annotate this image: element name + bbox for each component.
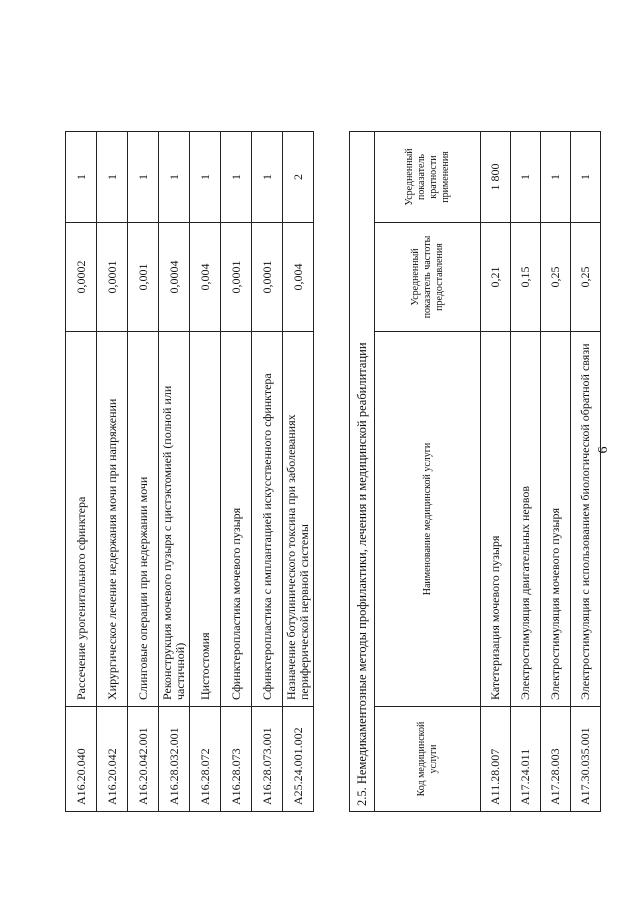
service-name: Электростимуляция мочевого пузыря	[541, 332, 571, 707]
service-name: Электростимуляция с использованием биологической обратной связи	[571, 332, 601, 707]
header-name: Наименование медицинской услуги	[375, 332, 481, 707]
service-code: A11.28.007	[481, 707, 511, 812]
frequency-value: 0,0001	[252, 223, 283, 332]
service-name: Сфинктеропластика мочевого пузыря	[221, 332, 252, 707]
frequency-value: 0,0004	[159, 223, 190, 332]
table-row	[283, 132, 314, 812]
services-table-section-2-5	[349, 131, 601, 812]
table-row	[128, 132, 159, 812]
section-caption-row	[350, 132, 375, 812]
table-row	[571, 132, 601, 812]
service-name: Рассечение урогенитального сфинктера	[66, 332, 97, 707]
multiplicity-value: 1	[159, 132, 190, 223]
service-code: A16.28.072	[190, 707, 221, 812]
service-name: Катетеризация мочевого пузыря	[481, 332, 511, 707]
multiplicity-value: 1	[252, 132, 283, 223]
table-row	[159, 132, 190, 812]
multiplicity-value: 2	[283, 132, 314, 223]
service-code: A16.28.073.001	[252, 707, 283, 812]
service-name: Хирургическое лечение недержания мочи при напряжении	[97, 332, 128, 707]
multiplicity-value: 1	[541, 132, 571, 223]
service-code: A17.30.035.001	[571, 707, 601, 812]
multiplicity-value: 1	[221, 132, 252, 223]
multiplicity-value: 1	[511, 132, 541, 223]
table-row	[511, 132, 541, 812]
multiplicity-value: 1	[97, 132, 128, 223]
service-code: A16.28.073	[221, 707, 252, 812]
service-name: Слинговые операции при недержании мочи	[128, 332, 159, 707]
page-number: 6	[596, 446, 611, 454]
table-row	[252, 132, 283, 812]
frequency-value: 0,001	[128, 223, 159, 332]
service-code: A16.28.032.001	[159, 707, 190, 812]
table-row	[481, 132, 511, 812]
table-row	[221, 132, 252, 812]
service-code: A16.20.042.001	[128, 707, 159, 812]
section-title: 2.5. Немедикаментозные методы профилактики, лечения и медицинской реабилитации	[350, 132, 375, 812]
frequency-value: 0,0001	[97, 223, 128, 332]
frequency-value: 0,21	[481, 223, 511, 332]
frequency-value: 0,25	[571, 223, 601, 332]
table-row	[66, 132, 97, 812]
header-frequency: Усредненный показатель частоты предоставления	[375, 223, 481, 332]
header-code: Код медицинской услуги	[375, 707, 481, 812]
multiplicity-value: 1	[190, 132, 221, 223]
multiplicity-value: 1	[128, 132, 159, 223]
table-row	[190, 132, 221, 812]
service-code: A25.24.001.002	[283, 707, 314, 812]
header-multiplicity: Усредненный показатель кратности применения	[375, 132, 481, 223]
service-code: A16.20.040	[66, 707, 97, 812]
frequency-value: 0,15	[511, 223, 541, 332]
service-code: A16.20.042	[97, 707, 128, 812]
table-row	[541, 132, 571, 812]
frequency-value: 0,004	[190, 223, 221, 332]
service-name: Назначение ботулинического токсина при заболеваниях периферической нервной системы	[283, 332, 314, 707]
frequency-value: 0,0001	[221, 223, 252, 332]
service-code: A17.28.003	[541, 707, 571, 812]
table-header-row	[375, 132, 481, 812]
multiplicity-value: 1	[66, 132, 97, 223]
frequency-value: 0,004	[283, 223, 314, 332]
service-name: Электростимуляция двигательных нервов	[511, 332, 541, 707]
multiplicity-value: 1	[571, 132, 601, 223]
service-name: Цистостомия	[190, 332, 221, 707]
services-table-top	[65, 131, 314, 812]
frequency-value: 0,0002	[66, 223, 97, 332]
frequency-value: 0,25	[541, 223, 571, 332]
multiplicity-value: 1 800	[481, 132, 511, 223]
service-name: Реконструкция мочевого пузыря с цистэктомией (полной или частичной)	[159, 332, 190, 707]
service-code: A17.24.011	[511, 707, 541, 812]
table-row	[97, 132, 128, 812]
service-name: Сфинктеропластика с имплантацией искусственного сфинктера	[252, 332, 283, 707]
